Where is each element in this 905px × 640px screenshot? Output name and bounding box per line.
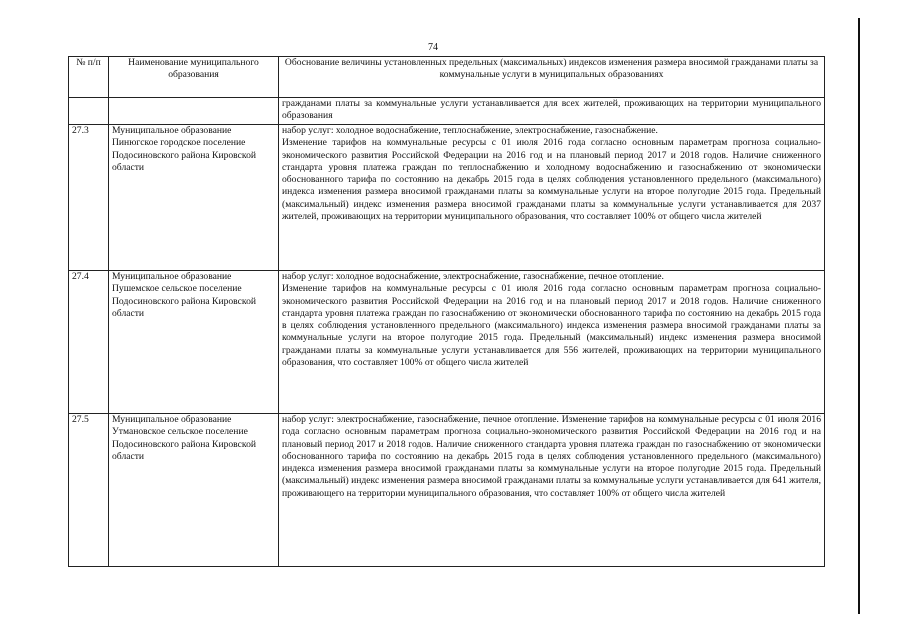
header-number: № п/п: [69, 57, 109, 98]
page-number: 74: [428, 42, 438, 53]
services-list: набор услуг: холодное водоснабжение, теплоснабжение, электроснабжение, газоснабжение.: [282, 125, 658, 136]
municipality-name: Муниципальное образование Пинюгское городское поселение Подосиновского района Кировской области: [109, 125, 279, 271]
justification-text: набор услуг: электроснабжение, газоснабжение, печное отопление. Изменение тарифов на коммунальные ресурсы с 01 июля 2016 года согласно основным параметрам прогноза социально-экономического развития Российской Федерации на 2016 год и на плановый период 2017 и 2018 годов. Наличие сниженного стандарта уровня платежа граждан по газоснабжению от экономически обоснованного тарифа по состоянию на декабрь 2015 года в целях соблюдения установленного предельного (максимального) индекса изменения размера вносимой гражданами платы за коммунальные услуги на второе полугодие 2015 года. Предельный (максимальный) индекс изменения размера вносимой гражданами платы за коммунальные услуги устанавливается для 641 жителя, проживающего на территории муниципального образования, что составляет 100% от общего числа жителей: [279, 414, 825, 567]
table-row: [69, 125, 825, 271]
continuation-num-cell: [69, 98, 109, 125]
justification-text: Изменение тарифов на коммунальные ресурсы с 01 июля 2016 года согласно основным параметрам прогноза социально-экономического развития Российской Федерации на 2016 год и на плановый период 2017 и 2018 годов. Наличие сниженного стандарта уровня платежа граждан по газоснабжению от экономически обоснованного тарифа по состоянию на декабрь 2015 года в целях соблюдения установленного предельного (максимального) индекса изменения размера вносимой гражданами платы за коммунальные услуги на второе полугодие 2015 года. Предельный (максимальный) индекс изменения размера вносимой гражданами платы за коммунальные услуги устанавливается для 556 жителей, проживающих на территории муниципального образования, что составляет 100% от общего числа жителей: [282, 283, 821, 369]
table-header-row: [69, 57, 825, 98]
scan-edge-line: [858, 18, 860, 614]
header-municipality: Наименование муниципального образования: [109, 57, 279, 98]
row-number: 27.4: [69, 271, 109, 414]
services-list: набор услуг: холодное водоснабжение, электроснабжение, газоснабжение, печное отопление.: [282, 271, 664, 282]
municipality-name: Муниципальное образование Пушемское сельское поселение Подосиновского района Кировской области: [109, 271, 279, 414]
continuation-name-cell: [109, 98, 279, 125]
municipality-name: Муниципальное образование Утмановское сельское поселение Подосиновского района Кировской области: [109, 414, 279, 567]
table-row: [69, 414, 825, 567]
continuation-text: гражданами платы за коммунальные услуги устанавливается для всех жителей, проживающих на территории муниципального образования: [279, 98, 825, 125]
justification-cell: [279, 271, 825, 414]
table-row: [69, 271, 825, 414]
row-number: 27.5: [69, 414, 109, 567]
justification-cell: [279, 125, 825, 271]
table-row-continuation: [69, 98, 825, 125]
justification-text: Изменение тарифов на коммунальные ресурсы с 01 июля 2016 года согласно основным параметрам прогноза социально-экономического развития Российской Федерации на 2016 год и на плановый период 2017 и 2018 годов. Наличие сниженного стандарта уровня платежа граждан по теплоснабжению и холодному водоснабжению и газоснабжению от экономически обоснованного тарифа по состоянию на декабрь 2015 года в целях соблюдения установленного предельного (максимального) индекса изменения размера вносимой гражданами платы за коммунальные услуги на второе полугодие 2015 года. Предельный (максимальный) индекс изменения размера вносимой гражданами платы за коммунальные услуги устанавливается для 2037 жителей, проживающих на территории муниципального образования, что составляет 100% от общего числа жителей: [282, 137, 821, 223]
row-number: 27.3: [69, 125, 109, 271]
header-justification: Обоснование величины установленных предельных (максимальных) индексов изменения размера вносимой гражданами платы за коммунальные услуги в муниципальных образованиях: [279, 57, 825, 98]
tariff-index-table: [68, 56, 825, 567]
